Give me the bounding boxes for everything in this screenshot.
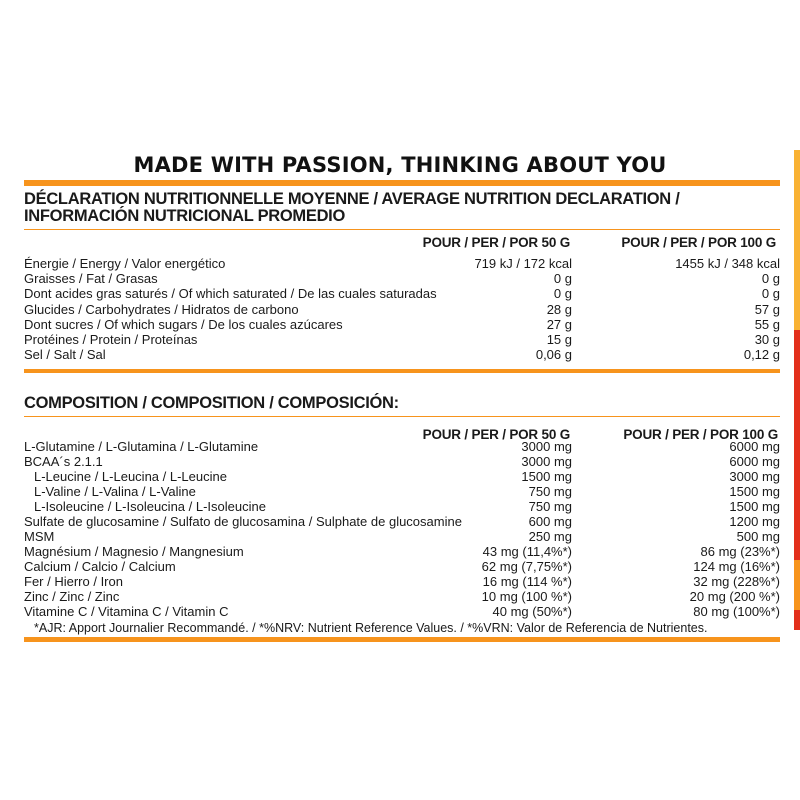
table-row [24, 317, 780, 332]
row-value-50g: 27 g [546, 316, 572, 332]
row-value-50g: 3000 mg [521, 454, 572, 469]
row-label: Énergie / Energy / Valor energético [24, 256, 226, 271]
nutrition-heading-line2: INFORMACIÓN NUTRICIONAL PROMEDIO [24, 207, 346, 225]
row-label: L-Leucine / L-Leucina / L-Leucine [34, 469, 227, 484]
row-value-100g: 1500 mg [729, 484, 780, 499]
table-row [24, 499, 780, 514]
table-row [24, 302, 780, 317]
row-value-50g: 16 mg (114 %*) [482, 574, 572, 589]
row-label: Dont sucres / Of which sugars / De los cuales azúcares [24, 316, 343, 332]
row-value-50g: 43 mg (11,4%*) [482, 544, 572, 559]
row-value-100g: 55 g [754, 316, 780, 332]
table-row [24, 256, 780, 271]
row-label: Magnésium / Magnesio / Mangnesium [24, 544, 244, 559]
row-value-50g: 600 mg [528, 514, 572, 529]
row-value-50g: 0,06 g [535, 347, 572, 363]
row-value-100g: 0 g [761, 271, 780, 287]
table-row [24, 589, 780, 604]
composition-col-header-50g: POUR / PER / POR 50 G [422, 427, 570, 442]
table-row [24, 439, 780, 454]
row-value-100g: 86 mg (23%*) [700, 544, 780, 559]
row-value-100g: 124 mg (16%*) [693, 559, 780, 574]
row-value-50g: 1500 mg [521, 469, 572, 484]
table-row [24, 347, 780, 362]
row-value-50g: 750 mg [528, 499, 572, 514]
nutrition-heading-line1: DÉCLARATION NUTRITIONNELLE MOYENNE / AVERAGE NUTRITION DECLARATION / [24, 190, 680, 208]
row-label: Protéines / Protein / Proteínas [24, 332, 198, 347]
row-value-50g: 250 mg [528, 529, 572, 544]
nutrition-col-header-50g: POUR / PER / POR 50 G [422, 235, 570, 250]
row-label: Vitamine C / Vitamina C / Vitamin C [24, 604, 229, 619]
row-value-50g: 62 mg (7,75%*) [481, 559, 572, 574]
row-label: Zinc / Zinc / Zinc [24, 589, 120, 604]
row-label: MSM [24, 529, 55, 544]
row-value-50g: 0 g [553, 271, 572, 287]
row-value-100g: 1500 mg [729, 499, 780, 514]
row-value-100g: 0 g [761, 286, 780, 302]
composition-heading: COMPOSITION / COMPOSITION / COMPOSICIÓN: [24, 394, 399, 412]
composition-heading-rule [24, 416, 780, 417]
row-value-50g: 15 g [546, 332, 572, 347]
table-row [24, 544, 780, 559]
table-row [24, 484, 780, 499]
table-row [24, 514, 780, 529]
row-label: Graisses / Fat / Grasas [24, 271, 158, 287]
row-value-100g: 57 g [754, 301, 780, 317]
row-value-50g: 40 mg (50%*) [492, 604, 572, 619]
row-value-100g: 6000 mg [729, 454, 780, 469]
edge-orange-stripe [794, 560, 800, 610]
row-value-100g: 32 mg (228%*) [693, 574, 780, 589]
table-row [24, 604, 780, 619]
row-value-100g: 500 mg [736, 529, 780, 544]
edge-yellow-stripe [794, 150, 800, 330]
table-row [24, 454, 780, 469]
row-label: Glucides / Carbohydrates / Hidratos de carbono [24, 301, 299, 317]
row-value-50g: 719 kJ / 172 kcal [474, 256, 572, 271]
nutrition-col-header-100g: POUR / PER / POR 100 G [621, 235, 776, 250]
top-rule [24, 180, 780, 186]
row-label: L-Valine / L-Valina / L-Valine [34, 484, 196, 499]
row-label: L-Glutamine / L-Glutamina / L-Glutamine [24, 439, 259, 454]
row-value-50g: 3000 mg [521, 439, 572, 454]
row-label: BCAA´s 2.1.1 [24, 454, 103, 469]
row-value-100g: 80 mg (100%*) [693, 604, 780, 619]
footnote: *AJR: Apport Journalier Recommandé. / *%NRV: Nutrient Reference Values. / *%VRN: Valor de Referencia de Nutrientes. [34, 621, 708, 635]
row-value-50g: 0 g [553, 286, 572, 302]
row-label: Fer / Hierro / Iron [24, 574, 123, 589]
row-value-100g: 30 g [754, 332, 780, 347]
row-value-100g: 0,12 g [743, 347, 780, 363]
table-row [24, 559, 780, 574]
row-value-100g: 3000 mg [729, 469, 780, 484]
row-value-100g: 20 mg (200 %*) [689, 589, 780, 604]
table-row [24, 469, 780, 484]
row-label: Calcium / Calcio / Calcium [24, 559, 176, 574]
row-label: Sulfate de glucosamine / Sulfato de glucosamina / Sulphate de glucosamine [24, 514, 462, 529]
row-label: Sel / Salt / Sal [24, 347, 106, 363]
table-row [24, 574, 780, 589]
composition-col-header-100g: POUR / PER / POR 100 G [623, 427, 778, 442]
table-row [24, 529, 780, 544]
row-value-100g: 1200 mg [729, 514, 780, 529]
row-value-50g: 750 mg [528, 484, 572, 499]
nutrition-bottom-rule [24, 369, 780, 373]
row-label: Dont acides gras saturés / Of which saturated / De las cuales saturadas [24, 286, 437, 302]
table-row [24, 332, 780, 347]
page-title: MADE WITH PASSION, THINKING ABOUT YOU [133, 153, 667, 177]
row-label: L-Isoleucine / L-Isoleucina / L-Isoleucine [34, 499, 266, 514]
row-value-100g: 1455 kJ / 348 kcal [675, 256, 780, 271]
table-row [24, 271, 780, 286]
bottom-rule [24, 637, 780, 642]
table-row [24, 286, 780, 301]
row-value-50g: 10 mg (100 %*) [481, 589, 572, 604]
row-value-100g: 6000 mg [729, 439, 780, 454]
row-value-50g: 28 g [546, 301, 572, 317]
nutrition-heading-rule [24, 229, 780, 230]
